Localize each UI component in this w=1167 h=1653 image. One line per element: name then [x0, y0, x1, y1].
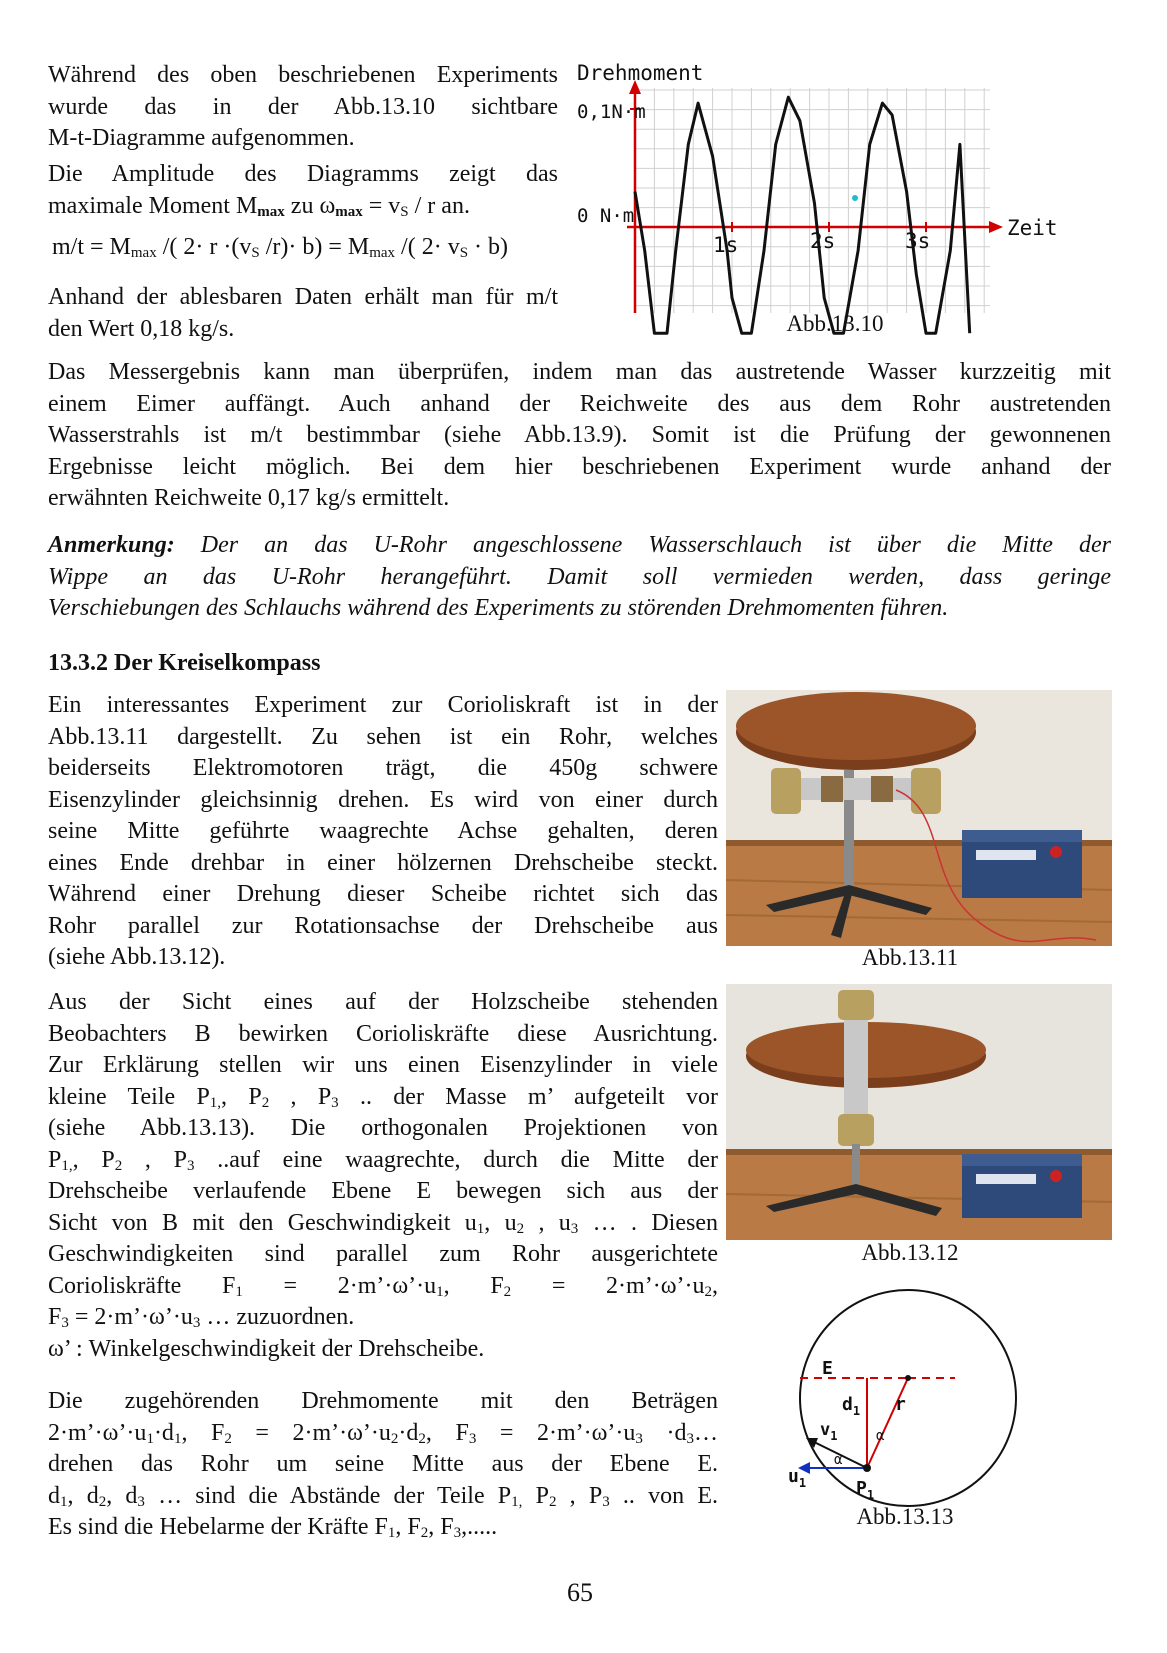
- text-line: Es sind die Hebelarme der Kräfte $F_1$, $F_2$, $F_3$,.....: [48, 1514, 498, 1541]
- chart-ylabel: Drehmoment: [577, 61, 704, 85]
- text-line: (siehe Abb.13.12).: [48, 944, 226, 970]
- text-line: Anmerkung: Der an das U-Rohr angeschlossene Wasserschlauch ist über die Mitte der: [48, 532, 1111, 558]
- text-line: Drehscheibe verlaufende Ebene E bewegen sich aus der: [48, 1178, 718, 1204]
- paragraph-4: [48, 357, 1111, 515]
- text-line: ω’ : Winkelgeschwindigkeit der Drehscheibe.: [48, 1335, 485, 1362]
- text-line: drehen das Rohr um seine Mitte aus der Ebene E.: [48, 1451, 718, 1477]
- page-number: 65: [567, 1578, 593, 1607]
- x-tick-label-1: 1s: [713, 233, 739, 257]
- figure-caption: Abb.13.12: [861, 1240, 959, 1265]
- text-line: Corioliskräfte $F_1$ = $2\cdot m’\cdot\omega’\cdot u_1$, $F_2$ = $2\cdot m’\cdot\omega’\cdot u_2$,: [48, 1272, 718, 1300]
- text-line: Wasserstrahls ist m/t bestimmbar (siehe Abb.13.9). Somit ist die Prüfung der gewonnenen: [48, 422, 1111, 448]
- formula-mass-flow: $m/t = M_{max}$ /( $2\cdot r \cdot(v_S$ $/r)\cdot b) = M_{max}$ /( $2\cdot v_S \cdot b$): [52, 234, 509, 261]
- label-d1: $d_1$: [842, 1394, 861, 1418]
- marker-dot: [852, 195, 858, 201]
- text-line: Während einer Drehung dieser Scheibe richtet sich das: [48, 881, 718, 907]
- photo-gyrocompass-vertical: [726, 984, 1112, 1240]
- text-line: beiderseits Elektromotoren trägt, die 450g schwere: [48, 755, 718, 781]
- cylinder-circle: [800, 1290, 1016, 1506]
- text-line: erwähnten Reichweite 0,17 kg/s ermittelt.: [48, 485, 450, 511]
- text-line: Anhand der ablesbaren Daten erhält man für m/t: [48, 284, 558, 310]
- projection-diagram: [790, 1280, 1030, 1520]
- paragraph-1: [48, 60, 558, 155]
- text-line: Eisenzylinder gleichsinnig drehen. Es wird von einer durch: [48, 786, 718, 813]
- photo-illustration: [726, 984, 1112, 1240]
- u-arrowhead: [798, 1462, 810, 1474]
- text-line: $d_1$, $d_2$, $d_3$ … sind die Abstände der Teile $P_{1,}$ $P_2$ , $P_3$ .. von E.: [48, 1482, 718, 1510]
- section-heading: 13.3.2 Der Kreiselkompass: [48, 650, 321, 676]
- figure-caption: Abb.13.11: [861, 945, 959, 970]
- text-line: M-t-Diagramme aufgenommen.: [48, 125, 355, 151]
- label-alpha-1: α: [876, 1428, 885, 1444]
- x-axis-arrow: [989, 221, 1003, 233]
- text-line: eines Ende drehbar in einer hölzernen Drehscheibe steckt.: [48, 849, 718, 876]
- text-line: Wippe an das U-Rohr herangeführt. Damit soll vermieden werden, dass geringe: [48, 563, 1111, 590]
- text-line: $P_{1,}$, $P_2$ , $P_3$ ..auf eine waagrechte, durch die Mitte der: [48, 1146, 718, 1174]
- text-line: Die zugehörenden Drehmomente mit den Beträgen: [48, 1388, 718, 1414]
- text-line: Ergebnisse leicht möglich. Bei dem hier beschriebenen Experiment wurde anhand der: [48, 453, 1111, 480]
- text-line: Die Amplitude des Diagramms zeigt das: [48, 161, 558, 187]
- text-line: Verschiebungen des Schlauchs während des Experiments zu störenden Drehmomenten führen.: [48, 595, 949, 621]
- paragraph-6: [48, 987, 718, 1365]
- center-point: [905, 1375, 911, 1381]
- x-tick-label-3: 3s: [905, 229, 931, 253]
- text-line: Abb.13.11 dargestellt. Zu sehen ist ein Rohr, welches: [48, 723, 718, 750]
- paragraph-5: [48, 690, 718, 974]
- label-P1: $P_1$: [856, 1478, 875, 1502]
- text-line: den Wert 0,18 kg/s.: [48, 315, 235, 342]
- note-paragraph: [48, 530, 1111, 625]
- torque-time-chart: [575, 58, 1135, 328]
- y-tick-label-zero: 0 N·m: [577, 205, 635, 227]
- paragraph-7: [48, 1386, 718, 1544]
- point-P1: [863, 1464, 871, 1472]
- text-line: Ein interessantes Experiment zur Corioliskraft ist in der: [48, 692, 718, 718]
- text-line: Rohr parallel zur Rotationsachse der Drehscheibe aus: [48, 912, 718, 939]
- label-E: E: [822, 1358, 833, 1379]
- text-line: (siehe Abb.13.13). Die orthogonalen Projektionen von: [48, 1115, 718, 1141]
- text-line: Geschwindigkeiten sind parallel zum Rohr ausgerichtete: [48, 1241, 718, 1267]
- text-line: wurde das in der Abb.13.10 sichtbare: [48, 93, 558, 120]
- chart-xlabel: Zeit: [1007, 216, 1058, 240]
- text-line: $F_3$ = $2\cdot m’\cdot\omega’\cdot u_3$ … zuzuordnen.: [48, 1304, 355, 1331]
- paragraph-3: [48, 282, 558, 345]
- text-line: Sicht von B mit den Geschwindigkeit $u_1$, $u_2$ , $u_3$ … . Diesen: [48, 1209, 718, 1237]
- figure-caption: Abb.13.10: [786, 311, 884, 336]
- text-line: Das Messergebnis kann man überprüfen, indem man das austretende Wasser kurzzeitig mit: [48, 359, 1111, 385]
- label-alpha-2: α: [834, 1452, 843, 1468]
- text-line: einem Eimer auffängt. Auch anhand der Reichweite des aus dem Rohr austretenden: [48, 390, 1111, 417]
- photo-gyrocompass-horizontal: [726, 690, 1112, 946]
- figure-13-13: [790, 1280, 1030, 1520]
- photo-illustration: [726, 690, 1112, 946]
- figure-caption: Abb.13.13: [856, 1504, 954, 1529]
- text-line: kleine Teile $P_{1,}$, $P_2$ , $P_3$ .. der Masse m’ aufgeteilt vor: [48, 1083, 718, 1111]
- text-line: $2\cdot m’\cdot\omega’\cdot u_1\cdot d_1$, $F_2$ = $2\cdot m’\cdot\omega’\cdot u_2\cdot d_2$, $F_3$ = $2\cdot m’\cdot\omega’\cdot u_3$ $\cdot d_3\dots$: [48, 1419, 718, 1447]
- label-u1: $u_1$: [788, 1466, 807, 1490]
- torque-curve: [635, 97, 970, 333]
- text-line: Zur Erklärung stellen wir uns einen Eisenzylinder in viele: [48, 1052, 718, 1078]
- text-line: Beobachters B bewirken Corioliskräfte diese Ausrichtung.: [48, 1020, 718, 1047]
- label-v1: $v_1$: [820, 1420, 838, 1443]
- x-tick-label-2: 2s: [810, 229, 836, 253]
- text-line: Während des oben beschriebenen Experiments: [48, 62, 558, 88]
- y-tick-label-top: 0,1N·m: [577, 101, 646, 123]
- radius-line: [867, 1378, 908, 1468]
- figure-13-10: [575, 58, 1135, 358]
- label-r: r: [895, 1394, 906, 1415]
- text-line: seine Mitte geführte waagrechte Achse gehalten, deren: [48, 818, 718, 844]
- text-line: Aus der Sicht eines auf der Holzscheibe stehenden: [48, 989, 718, 1015]
- paragraph-2: [48, 159, 558, 222]
- text-line-amplitude: maximale Moment $M_{max}$ zu $\omega_{max} = v_S / r$ an.: [48, 192, 470, 220]
- note-label: Anmerkung:: [48, 532, 175, 558]
